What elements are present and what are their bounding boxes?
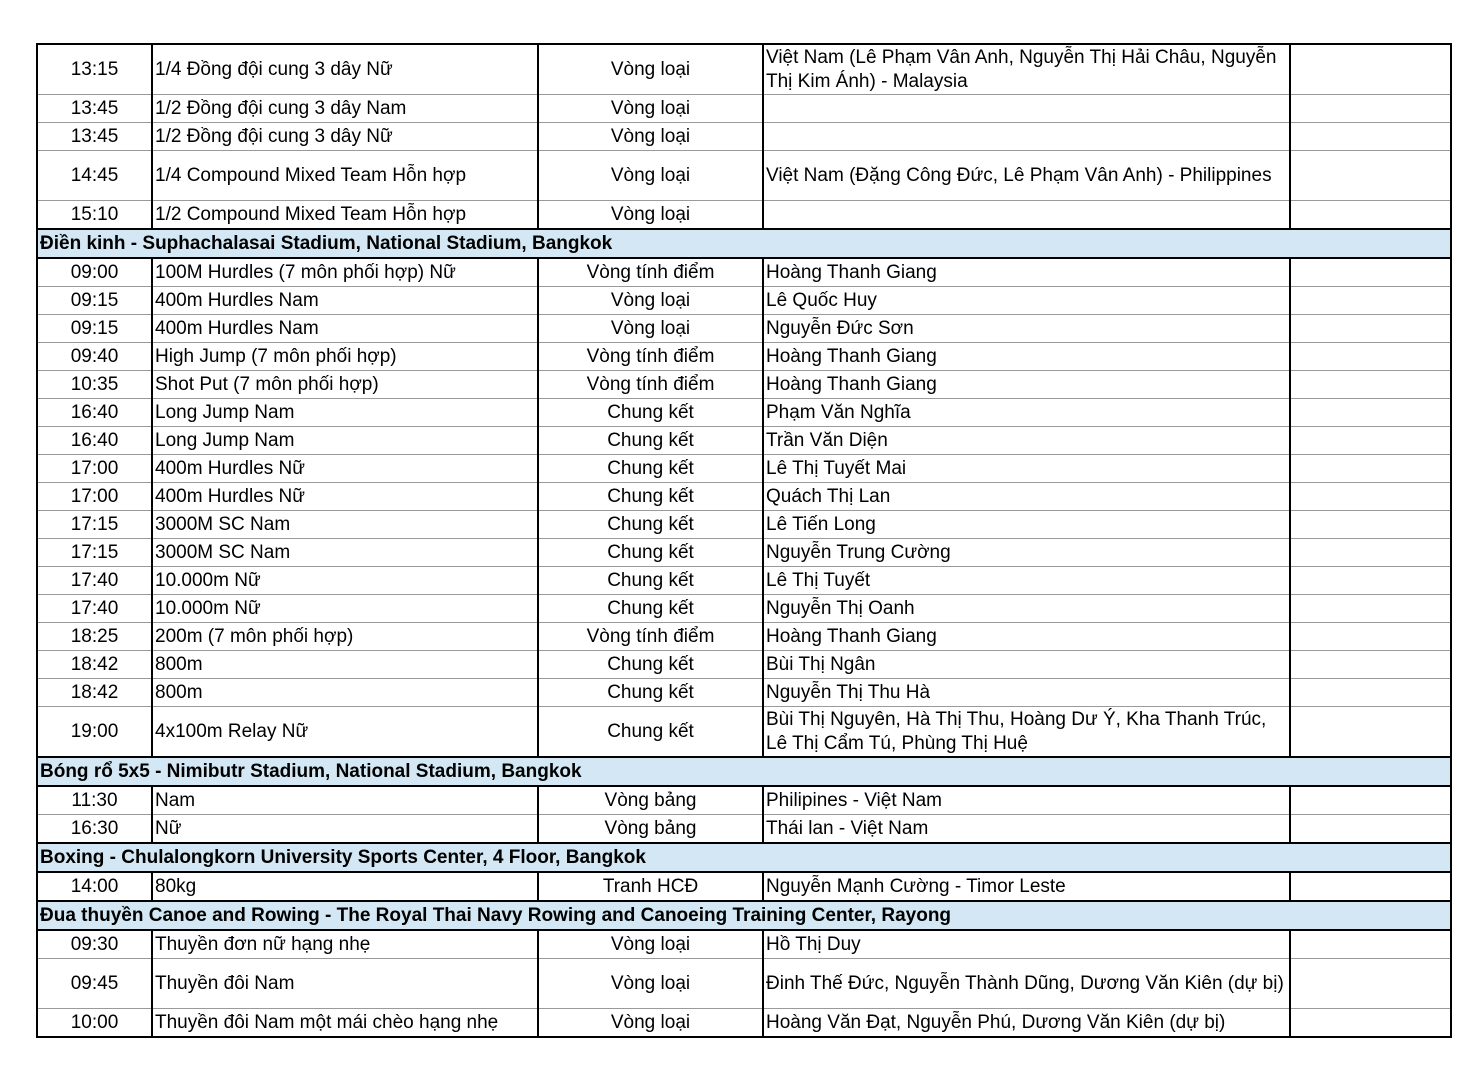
athlete-cell xyxy=(763,95,1290,123)
stage-cell: Vòng loại xyxy=(538,959,763,1009)
table-row xyxy=(37,44,1451,95)
athlete-cell: Hoàng Văn Đạt, Nguyễn Phú, Dương Văn Kiên (dự bị) xyxy=(763,1009,1290,1038)
table-row xyxy=(37,815,1451,844)
stage-cell: Chung kết xyxy=(538,679,763,707)
time-cell: 13:45 xyxy=(37,123,152,151)
athlete-cell: Việt Nam (Đặng Công Đức, Lê Phạm Vân Anh) - Philippines xyxy=(763,151,1290,201)
table-row xyxy=(37,343,1451,371)
table-row xyxy=(37,595,1451,623)
extra-cell xyxy=(1290,151,1451,201)
stage-cell: Vòng loại xyxy=(538,95,763,123)
table-row xyxy=(37,651,1451,679)
athlete-cell: Việt Nam (Lê Phạm Vân Anh, Nguyễn Thị Hải Châu, Nguyễn Thị Kim Ánh) - Malaysia xyxy=(763,44,1290,95)
athlete-cell: Hoàng Thanh Giang xyxy=(763,258,1290,287)
event-cell: 400m Hurdles Nữ xyxy=(152,483,538,511)
time-cell: 16:40 xyxy=(37,399,152,427)
table-row xyxy=(37,258,1451,287)
stage-cell: Tranh HCĐ xyxy=(538,872,763,901)
stage-cell: Chung kết xyxy=(538,651,763,679)
time-cell: 09:30 xyxy=(37,930,152,959)
table-row xyxy=(37,930,1451,959)
extra-cell xyxy=(1290,872,1451,901)
table-row xyxy=(37,151,1451,201)
extra-cell xyxy=(1290,567,1451,595)
stage-cell: Vòng bảng xyxy=(538,815,763,844)
time-cell: 19:00 xyxy=(37,707,152,758)
athlete-cell: Nguyễn Đức Sơn xyxy=(763,315,1290,343)
event-cell: 400m Hurdles Nam xyxy=(152,315,538,343)
event-cell: 10.000m Nữ xyxy=(152,595,538,623)
table-row xyxy=(37,201,1451,230)
extra-cell xyxy=(1290,315,1451,343)
section-header-row xyxy=(37,229,1451,258)
extra-cell xyxy=(1290,679,1451,707)
athlete-cell xyxy=(763,123,1290,151)
athlete-cell: Nguyễn Thị Oanh xyxy=(763,595,1290,623)
event-cell: 10.000m Nữ xyxy=(152,567,538,595)
time-cell: 10:35 xyxy=(37,371,152,399)
event-cell: 400m Hurdles Nữ xyxy=(152,455,538,483)
athlete-cell: Lê Quốc Huy xyxy=(763,287,1290,315)
time-cell: 15:10 xyxy=(37,201,152,230)
stage-cell: Chung kết xyxy=(538,595,763,623)
time-cell: 17:15 xyxy=(37,539,152,567)
stage-cell: Chung kết xyxy=(538,399,763,427)
athlete-cell: Hoàng Thanh Giang xyxy=(763,343,1290,371)
table-row xyxy=(37,399,1451,427)
event-cell: 400m Hurdles Nam xyxy=(152,287,538,315)
time-cell: 09:15 xyxy=(37,287,152,315)
stage-cell: Vòng tính điểm xyxy=(538,258,763,287)
extra-cell xyxy=(1290,1009,1451,1038)
time-cell: 09:00 xyxy=(37,258,152,287)
event-cell: Thuyền đôi Nam một mái chèo hạng nhẹ xyxy=(152,1009,538,1038)
athlete-cell: Phạm Văn Nghĩa xyxy=(763,399,1290,427)
section-title: Điền kinh - Suphachalasai Stadium, National Stadium, Bangkok xyxy=(37,229,1451,258)
athlete-cell: Hồ Thị Duy xyxy=(763,930,1290,959)
stage-cell: Vòng tính điểm xyxy=(538,623,763,651)
extra-cell xyxy=(1290,287,1451,315)
extra-cell xyxy=(1290,707,1451,758)
time-cell: 13:45 xyxy=(37,95,152,123)
time-cell: 17:40 xyxy=(37,567,152,595)
stage-cell: Chung kết xyxy=(538,567,763,595)
stage-cell: Vòng tính điểm xyxy=(538,343,763,371)
stage-cell: Chung kết xyxy=(538,427,763,455)
event-cell: 1/4 Compound Mixed Team Hỗn hợp xyxy=(152,151,538,201)
athlete-cell: Nguyễn Thị Thu Hà xyxy=(763,679,1290,707)
stage-cell: Vòng bảng xyxy=(538,786,763,815)
athlete-cell: Lê Tiến Long xyxy=(763,511,1290,539)
table-row xyxy=(37,315,1451,343)
stage-cell: Chung kết xyxy=(538,511,763,539)
extra-cell xyxy=(1290,623,1451,651)
stage-cell: Vòng loại xyxy=(538,315,763,343)
event-cell: Thuyền đôi Nam xyxy=(152,959,538,1009)
stage-cell: Chung kết xyxy=(538,539,763,567)
extra-cell xyxy=(1290,483,1451,511)
time-cell: 17:40 xyxy=(37,595,152,623)
extra-cell xyxy=(1290,44,1451,95)
event-cell: 1/2 Đồng đội cung 3 dây Nam xyxy=(152,95,538,123)
time-cell: 14:00 xyxy=(37,872,152,901)
event-cell: Shot Put (7 môn phối hợp) xyxy=(152,371,538,399)
table-row xyxy=(37,427,1451,455)
event-cell: High Jump (7 môn phối hợp) xyxy=(152,343,538,371)
event-cell: 800m xyxy=(152,679,538,707)
extra-cell xyxy=(1290,123,1451,151)
time-cell: 18:25 xyxy=(37,623,152,651)
stage-cell: Vòng tính điểm xyxy=(538,371,763,399)
table-row xyxy=(37,959,1451,1009)
athlete-cell: Hoàng Thanh Giang xyxy=(763,371,1290,399)
extra-cell xyxy=(1290,539,1451,567)
section-title: Bóng rổ 5x5 - Nimibutr Stadium, National Stadium, Bangkok xyxy=(37,757,1451,786)
extra-cell xyxy=(1290,651,1451,679)
event-cell: Thuyền đơn nữ hạng nhẹ xyxy=(152,930,538,959)
table-row xyxy=(37,95,1451,123)
athlete-cell: Bùi Thị Ngân xyxy=(763,651,1290,679)
time-cell: 17:15 xyxy=(37,511,152,539)
extra-cell xyxy=(1290,427,1451,455)
extra-cell xyxy=(1290,371,1451,399)
stage-cell: Vòng loại xyxy=(538,1009,763,1038)
athlete-cell: Đinh Thế Đức, Nguyễn Thành Dũng, Dương Văn Kiên (dự bị) xyxy=(763,959,1290,1009)
extra-cell xyxy=(1290,343,1451,371)
table-row xyxy=(37,123,1451,151)
table-row xyxy=(37,872,1451,901)
time-cell: 10:00 xyxy=(37,1009,152,1038)
athlete-cell: Hoàng Thanh Giang xyxy=(763,623,1290,651)
event-cell: 800m xyxy=(152,651,538,679)
section-title: Đua thuyền Canoe and Rowing - The Royal Thai Navy Rowing and Canoeing Training Center, Rayong xyxy=(37,901,1451,930)
event-cell: 100M Hurdles (7 môn phối hợp) Nữ xyxy=(152,258,538,287)
event-cell: Long Jump Nam xyxy=(152,427,538,455)
time-cell: 14:45 xyxy=(37,151,152,201)
extra-cell xyxy=(1290,201,1451,230)
stage-cell: Vòng loại xyxy=(538,930,763,959)
event-cell: 1/2 Compound Mixed Team Hỗn hợp xyxy=(152,201,538,230)
table-row xyxy=(37,455,1451,483)
table-row xyxy=(37,287,1451,315)
athlete-cell: Philipines - Việt Nam xyxy=(763,786,1290,815)
section-header-row xyxy=(37,843,1451,872)
stage-cell: Vòng loại xyxy=(538,44,763,95)
athlete-cell: Nguyễn Mạnh Cường - Timor Leste xyxy=(763,872,1290,901)
stage-cell: Chung kết xyxy=(538,483,763,511)
extra-cell xyxy=(1290,595,1451,623)
table-row xyxy=(37,539,1451,567)
athlete-cell: Thái lan - Việt Nam xyxy=(763,815,1290,844)
stage-cell: Vòng loại xyxy=(538,201,763,230)
time-cell: 18:42 xyxy=(37,679,152,707)
table-row xyxy=(37,483,1451,511)
athlete-cell: Quách Thị Lan xyxy=(763,483,1290,511)
time-cell: 17:00 xyxy=(37,483,152,511)
event-cell: 80kg xyxy=(152,872,538,901)
extra-cell xyxy=(1290,786,1451,815)
section-header-row xyxy=(37,757,1451,786)
time-cell: 16:40 xyxy=(37,427,152,455)
time-cell: 16:30 xyxy=(37,815,152,844)
event-cell: 200m (7 môn phối hợp) xyxy=(152,623,538,651)
athlete-cell: Nguyễn Trung Cường xyxy=(763,539,1290,567)
event-cell: 1/2 Đồng đội cung 3 dây Nữ xyxy=(152,123,538,151)
table-row xyxy=(37,1009,1451,1038)
extra-cell xyxy=(1290,511,1451,539)
event-cell: Long Jump Nam xyxy=(152,399,538,427)
time-cell: 09:45 xyxy=(37,959,152,1009)
extra-cell xyxy=(1290,455,1451,483)
time-cell: 18:42 xyxy=(37,651,152,679)
table-row xyxy=(37,623,1451,651)
athlete-cell xyxy=(763,201,1290,230)
table-row xyxy=(37,567,1451,595)
section-title: Boxing - Chulalongkorn University Sports Center, 4 Floor, Bangkok xyxy=(37,843,1451,872)
table-row xyxy=(37,371,1451,399)
event-cell: 3000M SC Nam xyxy=(152,539,538,567)
table-row xyxy=(37,707,1451,758)
time-cell: 17:00 xyxy=(37,455,152,483)
extra-cell xyxy=(1290,930,1451,959)
stage-cell: Chung kết xyxy=(538,707,763,758)
stage-cell: Vòng loại xyxy=(538,287,763,315)
athlete-cell: Lê Thị Tuyết Mai xyxy=(763,455,1290,483)
stage-cell: Vòng loại xyxy=(538,123,763,151)
event-cell: 4x100m Relay Nữ xyxy=(152,707,538,758)
table-row xyxy=(37,786,1451,815)
table-row xyxy=(37,511,1451,539)
time-cell: 09:15 xyxy=(37,315,152,343)
event-cell: Nam xyxy=(152,786,538,815)
extra-cell xyxy=(1290,399,1451,427)
athlete-cell: Lê Thị Tuyết xyxy=(763,567,1290,595)
extra-cell xyxy=(1290,95,1451,123)
event-cell: 1/4 Đồng đội cung 3 dây Nữ xyxy=(152,44,538,95)
schedule-table xyxy=(36,43,1452,1038)
stage-cell: Vòng loại xyxy=(538,151,763,201)
extra-cell xyxy=(1290,959,1451,1009)
section-header-row xyxy=(37,901,1451,930)
athlete-cell: Bùi Thị Nguyên, Hà Thị Thu, Hoàng Dư Ý, Kha Thanh Trúc, Lê Thị Cẩm Tú, Phùng Thị Huệ xyxy=(763,707,1290,758)
time-cell: 13:15 xyxy=(37,44,152,95)
extra-cell xyxy=(1290,258,1451,287)
extra-cell xyxy=(1290,815,1451,844)
time-cell: 11:30 xyxy=(37,786,152,815)
event-cell: 3000M SC Nam xyxy=(152,511,538,539)
table-row xyxy=(37,679,1451,707)
stage-cell: Chung kết xyxy=(538,455,763,483)
athlete-cell: Trần Văn Diện xyxy=(763,427,1290,455)
event-cell: Nữ xyxy=(152,815,538,844)
time-cell: 09:40 xyxy=(37,343,152,371)
